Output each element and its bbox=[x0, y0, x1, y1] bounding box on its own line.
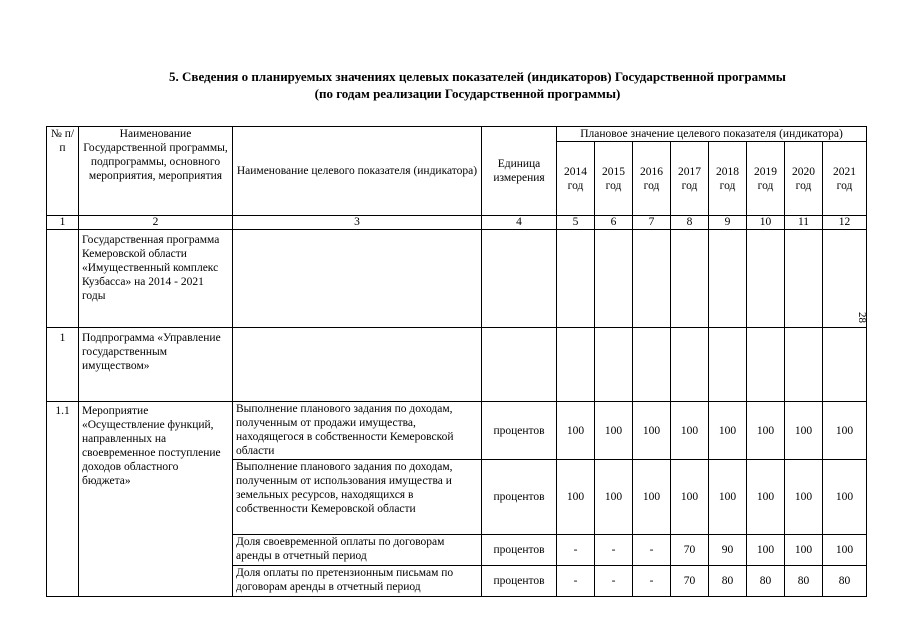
column-number: 7 bbox=[633, 216, 671, 230]
page-number: 28 bbox=[856, 312, 868, 323]
header-year: 2016 год bbox=[633, 142, 671, 216]
indicator-value: 100 bbox=[823, 460, 867, 535]
indicator-value: 70 bbox=[671, 535, 709, 566]
indicator-value: 80 bbox=[747, 566, 785, 597]
indicator-value: 100 bbox=[785, 460, 823, 535]
indicator-value: - bbox=[633, 535, 671, 566]
header-year: 2021 год bbox=[823, 142, 867, 216]
header-indicator: Наименование целевого показателя (индикатора) bbox=[233, 127, 482, 216]
indicator-value: 100 bbox=[557, 460, 595, 535]
indicators-table bbox=[46, 126, 867, 597]
indicator-value: 100 bbox=[633, 460, 671, 535]
column-number: 1 bbox=[47, 216, 79, 230]
indicator-name: Выполнение планового задания по доходам, полученным от использования имущества и земельных ресурсов, находящихся в собственности Кемеровской области bbox=[233, 460, 482, 535]
indicator-value: - bbox=[595, 535, 633, 566]
header-name: Наименование Государственной программы, подпрограммы, основного мероприятия, мероприятия bbox=[79, 127, 233, 216]
program-row bbox=[47, 230, 867, 328]
indicator-unit: процентов bbox=[482, 402, 557, 460]
indicator-value: 100 bbox=[671, 402, 709, 460]
header-year: 2015 год bbox=[595, 142, 633, 216]
subprogram-row bbox=[47, 328, 867, 402]
indicator-value: 100 bbox=[785, 535, 823, 566]
indicator-value: 100 bbox=[709, 460, 747, 535]
indicator-value: - bbox=[557, 535, 595, 566]
header-year: 2020 год bbox=[785, 142, 823, 216]
header-planned: Плановое значение целевого показателя (индикатора) bbox=[557, 127, 867, 142]
row-no: 1.1 bbox=[47, 402, 79, 597]
column-number: 3 bbox=[233, 216, 482, 230]
indicator-value: 100 bbox=[633, 402, 671, 460]
indicator-unit: процентов bbox=[482, 535, 557, 566]
indicator-value: 80 bbox=[709, 566, 747, 597]
column-number: 8 bbox=[671, 216, 709, 230]
indicator-value: 100 bbox=[557, 402, 595, 460]
measure-name: Мероприятие «Осуществление функций, направленных на своевременное поступление доходов областного бюджета» bbox=[79, 402, 233, 597]
indicator-value: 100 bbox=[747, 535, 785, 566]
column-number: 10 bbox=[747, 216, 785, 230]
indicator-value: 100 bbox=[709, 402, 747, 460]
indicator-value: 100 bbox=[823, 535, 867, 566]
indicator-unit: процентов bbox=[482, 460, 557, 535]
indicator-unit: процентов bbox=[482, 566, 557, 597]
indicator-value: 80 bbox=[823, 566, 867, 597]
column-numbers-row bbox=[47, 216, 867, 230]
indicator-value: - bbox=[633, 566, 671, 597]
document-title bbox=[0, 68, 905, 102]
title-line-2: (по годам реализации Государственной программы) bbox=[314, 86, 621, 101]
indicator-value: 100 bbox=[747, 460, 785, 535]
indicator-name: Выполнение планового задания по доходам, полученным от продажи имущества, находящегося в собственности Кемеровской области bbox=[233, 402, 482, 460]
header-no: № п/п bbox=[47, 127, 79, 216]
row-no bbox=[47, 230, 79, 328]
indicator-value: 100 bbox=[595, 460, 633, 535]
column-number: 9 bbox=[709, 216, 747, 230]
indicator-value: 70 bbox=[671, 566, 709, 597]
indicator-value: 90 bbox=[709, 535, 747, 566]
indicator-value: - bbox=[557, 566, 595, 597]
column-number: 12 bbox=[823, 216, 867, 230]
indicator-value: - bbox=[595, 566, 633, 597]
column-number: 6 bbox=[595, 216, 633, 230]
indicator-value: 80 bbox=[785, 566, 823, 597]
indicator-value: 100 bbox=[747, 402, 785, 460]
header-year: 2018 год bbox=[709, 142, 747, 216]
title-line-1: 5. Сведения о планируемых значениях целевых показателей (индикаторов) Государственной программы bbox=[169, 69, 786, 84]
indicator-value: 100 bbox=[671, 460, 709, 535]
header-row-1 bbox=[47, 127, 867, 142]
header-unit: Единица измерения bbox=[482, 127, 557, 216]
subprogram-name: Подпрограмма «Управление государственным имуществом» bbox=[79, 328, 233, 402]
header-year: 2014 год bbox=[557, 142, 595, 216]
indicator-row bbox=[47, 402, 867, 460]
row-no: 1 bbox=[47, 328, 79, 402]
indicator-value: 100 bbox=[785, 402, 823, 460]
indicator-name: Доля своевременной оплаты по договорам аренды в отчетный период bbox=[233, 535, 482, 566]
column-number: 11 bbox=[785, 216, 823, 230]
column-number: 5 bbox=[557, 216, 595, 230]
column-number: 4 bbox=[482, 216, 557, 230]
program-name: Государственная программа Кемеровской области «Имущественный комплекс Кузбасса» на 2014 - 2021 годы bbox=[79, 230, 233, 328]
header-year: 2019 год bbox=[747, 142, 785, 216]
column-number: 2 bbox=[79, 216, 233, 230]
header-year: 2017 год bbox=[671, 142, 709, 216]
indicator-value: 100 bbox=[823, 402, 867, 460]
indicator-value: 100 bbox=[595, 402, 633, 460]
indicator-name: Доля оплаты по претензионным письмам по договорам аренды в отчетный период bbox=[233, 566, 482, 597]
